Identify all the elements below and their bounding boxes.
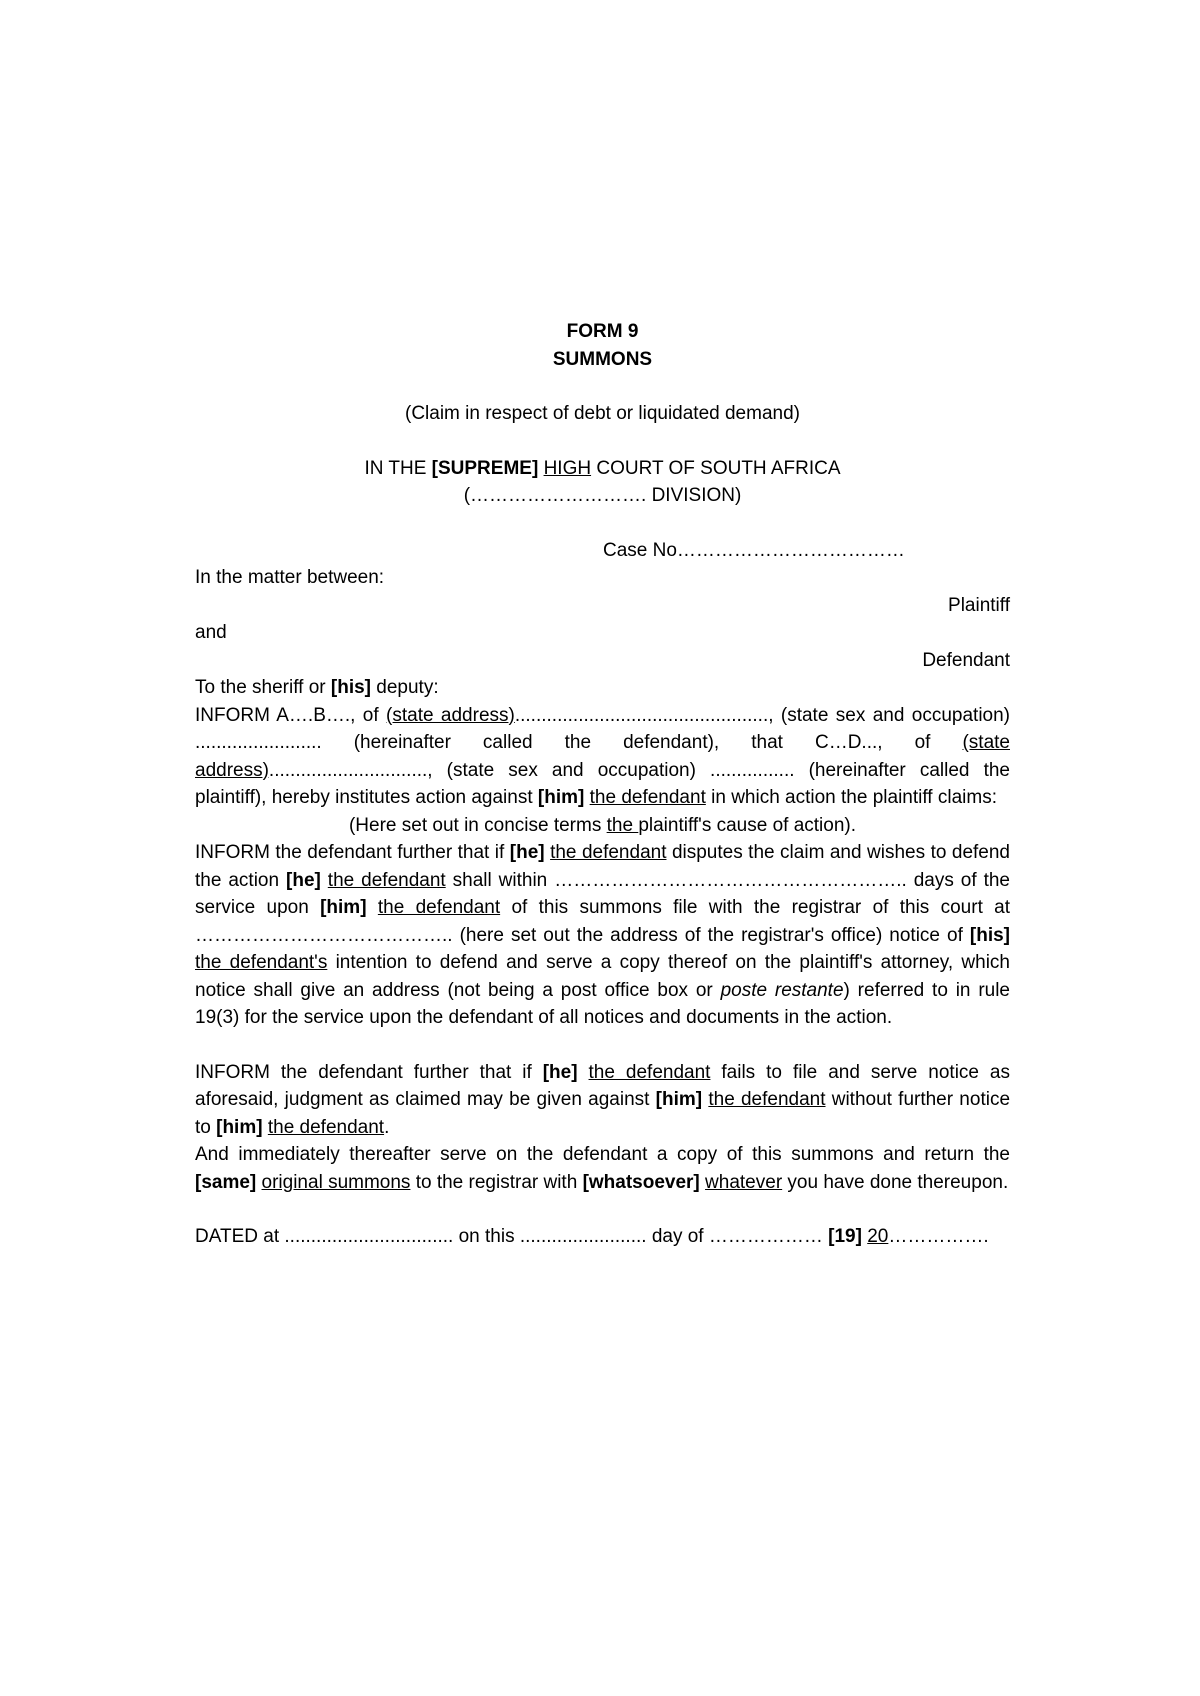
- and-label: and: [195, 622, 227, 643]
- form-subtitle: (Claim in respect of debt or liquidated demand): [405, 403, 800, 424]
- form-title: SUMMONS: [552, 348, 653, 370]
- summons-form: [195, 318, 1010, 1251]
- cause-of-action-line: (Here set out in concise terms the plaintiff's cause of action).: [348, 814, 857, 836]
- inform-paragraph-3: INFORM the defendant further that if [he] the defendant fails to file and serve notice as aforesaid, judgment as claimed may be given against [him] the defendant without further notice to [him] the defendant.: [195, 1061, 1011, 1138]
- dated-line: DATED at ................................ on this ........................ day of ……………… [19] 20…………….: [195, 1226, 989, 1247]
- court-heading: IN THE [SUPREME] HIGH COURT OF SOUTH AFRICA: [364, 457, 841, 479]
- inserted-word: HIGH: [543, 457, 592, 479]
- defendant-label: Defendant: [922, 649, 1010, 671]
- deleted-word: [SUPREME]: [431, 457, 539, 479]
- inform-paragraph-2: INFORM the defendant further that if [he] the defendant disputes the claim and wishes to defend the action [he] the defendant shall within ……………………………………………….. days of the service upon [him] the defendant of this summons file with the registrar of this court at ………………………………….. (here set out the address of the registrar's office) notice of [his] the defendant's intention to defend and serve a copy thereof on the plaintiff's attorney, which notice shall give an address (not being a post office box or poste restante) referred to in rule 19(3) for the service upon the defendant of all notices and documents in the action.: [195, 842, 1011, 1028]
- deleted-word: [his]: [330, 677, 371, 698]
- plaintiff-label: Plaintiff: [948, 594, 1010, 616]
- serve-paragraph: And immediately thereafter serve on the defendant a copy of this summons and return the [same] original summons to the registrar with [whatsoever] whatever you have done thereupon.: [195, 1144, 1010, 1193]
- matter-between: In the matter between:: [195, 567, 385, 588]
- division-line: (………………………. DIVISION): [463, 485, 742, 506]
- inform-paragraph-1: INFORM A….B…., of (state address)................................................, (state sex and occupation) ........................ (hereinafter called the defendant), that C…D..., of (state address).............................., (state sex and occupation) ................ (hereinafter called the plaintiff), hereby institutes action against [him] the defendant in which action the plaintiff claims:: [195, 704, 1010, 808]
- case-number: Case No………………………………: [603, 539, 905, 561]
- form-label: FORM 9: [566, 321, 639, 342]
- to-sheriff-line: To the sheriff or [his] deputy:: [195, 677, 439, 698]
